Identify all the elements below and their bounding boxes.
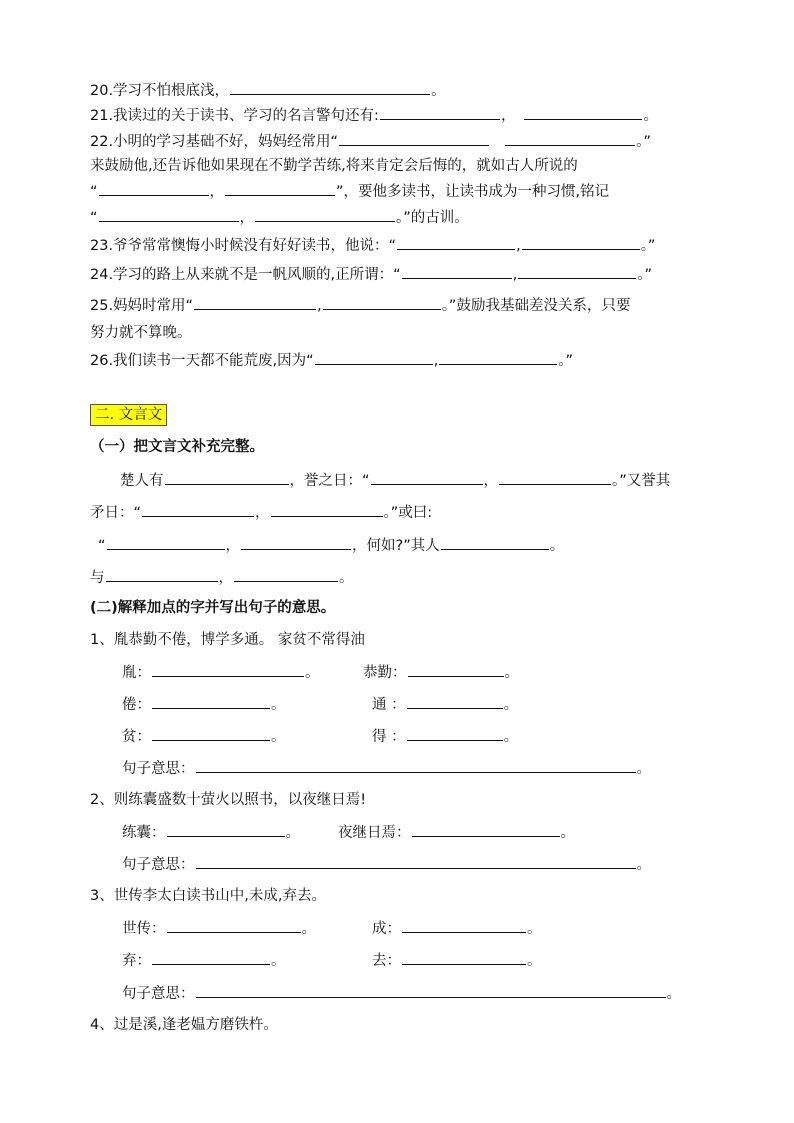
s2-meaning-label: 句子意思： (122, 857, 195, 873)
s2-word-2 (338, 822, 575, 843)
s1-w1-label: 胤： (122, 665, 151, 681)
s3-w4-end: 。 (527, 953, 542, 969)
q22-text-4: 。”的古训。 (396, 210, 469, 226)
s1-w6-blank[interactable] (407, 726, 503, 741)
question-22-line-1 (90, 131, 651, 152)
s1-w3-label: 倦： (122, 697, 151, 713)
s3-w4-blank[interactable] (402, 950, 526, 965)
part1-blank-4[interactable] (142, 502, 254, 517)
s3-w1-label: 世传： (122, 921, 166, 937)
s3-w4-label: 去： (372, 953, 401, 969)
q25-text-2: 努力就不算晚。 (90, 325, 192, 341)
s3-meaning-label: 句子意思： (122, 986, 195, 1002)
q22-open-3: “ (90, 184, 98, 200)
q21-end: 。 (643, 108, 658, 124)
s1-w3-end: 。 (271, 697, 286, 713)
part1-title: （一）把文言文补充完整。 (90, 439, 264, 455)
question-22-line-4 (90, 207, 469, 228)
s3-w3-blank[interactable] (152, 950, 270, 965)
question-26 (90, 350, 573, 371)
s3-w2-end: 。 (527, 921, 542, 937)
s1-word-3 (122, 694, 286, 715)
q25-blank-1[interactable] (194, 295, 316, 310)
q23-end: 。” (640, 238, 656, 254)
q25-text: 25.妈妈时常用“ (90, 298, 194, 314)
part1-l2-post: 。”或曰: (383, 505, 433, 521)
q26-end: 。” (558, 353, 574, 369)
s3-w1-end: 。 (301, 921, 316, 937)
q22-blank-2[interactable] (505, 131, 635, 146)
q24-sep: , (512, 267, 518, 283)
s1-w5-blank[interactable] (152, 726, 270, 741)
s2-meaning-end: 。 (636, 857, 651, 873)
s1-meaning (122, 758, 651, 779)
q22-text-1: 22.小明的学习基础不好，妈妈经常用“ (90, 134, 339, 150)
q23-sep: , (516, 238, 521, 254)
part1-l3-open: “ (98, 538, 106, 554)
s3-w3-label: 弃： (122, 953, 151, 969)
q25-blank-2[interactable] (323, 295, 441, 310)
q25-sep: , (317, 298, 322, 314)
s1-meaning-end: 。 (636, 761, 651, 777)
s1-w1-blank[interactable] (152, 662, 304, 677)
q23-blank-2[interactable] (522, 235, 640, 250)
q22-open-4: “ (90, 210, 98, 226)
part1-blank-6[interactable] (107, 535, 225, 550)
q22-text-2: 来鼓励他,还告诉他如果现在不勤学苦练,将来肯定会后悔的，就如古人所说的 (90, 158, 578, 174)
q22-sep-4: ， (239, 210, 255, 226)
s1-w2-blank[interactable] (408, 662, 504, 677)
s3-w2-label: 成： (372, 921, 401, 937)
s2-meaning-blank[interactable] (196, 854, 636, 869)
part1-l1-post: 。”又誉其 (612, 473, 671, 489)
part1-l4-post: 。 (339, 570, 354, 586)
s2-w2-label: 夜继日焉： (338, 825, 411, 841)
q22-text-3: ”，要他多读书，让读书成为一种习惯,铭记 (336, 184, 610, 200)
q20-blank[interactable] (230, 80, 430, 95)
q22-end-1: 。” (636, 134, 651, 150)
question-22-line-2 (90, 156, 578, 176)
s1-meaning-blank[interactable] (196, 758, 636, 773)
part1-l3-sep: ， (225, 538, 241, 554)
question-25-line-2 (90, 323, 192, 343)
q22-sep-3: ， (209, 184, 225, 200)
q21-blank-2[interactable] (524, 105, 642, 120)
s1-meaning-label: 句子意思： (122, 761, 195, 777)
sentence-1: 1、胤恭勤不倦，博学多通。 家贫不常得油 (90, 632, 365, 648)
q24-blank-1[interactable] (402, 264, 512, 279)
part1-blank-8[interactable] (441, 535, 549, 550)
q24-text: 24.学习的路上从来就不是一帆风顺的,正所谓：“ (90, 267, 401, 283)
q23-text: 23.爷爷常常懊悔小时候没有好好读书，他说：“ (90, 238, 397, 254)
part1-blank-1[interactable] (165, 470, 289, 485)
part1-l2-sep: ， (255, 505, 270, 521)
q20-text: 20.学习不怕根底浅， (90, 83, 230, 99)
question-21 (90, 105, 658, 126)
part1-l3-post: 。 (549, 538, 565, 554)
s3-w1-blank[interactable] (167, 918, 301, 933)
question-24 (90, 264, 652, 285)
part1-blank-2[interactable] (371, 470, 483, 485)
part1-l3-mid: ，何如?”其人 (352, 538, 440, 554)
q22-blank-3[interactable] (99, 181, 209, 196)
s1-word-4 (372, 694, 518, 715)
s1-w5-end: 。 (271, 729, 286, 745)
q22-blank-1[interactable] (339, 131, 489, 146)
section-heading-classical-chinese: 二. 文言文 (90, 404, 167, 426)
question-20 (90, 80, 446, 101)
s3-meaning (122, 983, 681, 1004)
q23-blank-1[interactable] (397, 235, 515, 250)
s3-w3-end: 。 (271, 953, 286, 969)
q21-blank-1[interactable] (380, 105, 500, 120)
part1-l1-mid: ，誉之日：“ (289, 473, 370, 489)
q26-blank-2[interactable] (439, 350, 557, 365)
question-23 (90, 235, 655, 256)
s3-meaning-blank[interactable] (196, 983, 666, 998)
s1-word-6 (372, 726, 518, 747)
q21-text: 21.我读过的关于读书、学习的名言警句还有: (90, 108, 379, 124)
sentence-3: 3、世传李太白读书山中,未成,弃去。 (90, 888, 326, 904)
part1-l1-text: 楚人有 (120, 473, 164, 489)
q25-text-post: 。”鼓励我基础差没关系，只要 (441, 298, 631, 314)
s1-word-5 (122, 726, 286, 747)
s3-word-2 (372, 918, 542, 939)
q22-blank-4[interactable] (225, 181, 335, 196)
s1-word-1 (122, 662, 320, 683)
part2-title: (二)解释加点的字并写出句子的意思。 (90, 600, 336, 616)
q22-blank-6[interactable] (255, 207, 395, 222)
s1-w2-end: 。 (504, 665, 519, 681)
part1-line-2 (90, 502, 432, 523)
s1-w3-blank[interactable] (152, 694, 270, 709)
s3-word-1 (122, 918, 316, 939)
s1-w1-end: 。 (305, 665, 320, 681)
sentence-4: 4、过是溪,逢老媪方磨铁杵。 (90, 1017, 278, 1033)
s3-word-3 (122, 950, 286, 971)
part1-blank-9[interactable] (106, 567, 218, 582)
s1-w4-blank[interactable] (407, 694, 503, 709)
part1-l2-text: 矛日：“ (90, 505, 142, 521)
s2-w2-blank[interactable] (412, 822, 560, 837)
s2-w1-label: 练囊： (122, 825, 166, 841)
q26-sep: , (433, 353, 439, 369)
part1-line-1 (120, 470, 670, 491)
q24-end: 。” (637, 267, 653, 283)
part1-line-4 (90, 567, 354, 588)
s1-w6-label: 得 ： (372, 729, 406, 745)
part1-blank-3[interactable] (499, 470, 611, 485)
part1-l1-sep: ， (483, 473, 499, 489)
s1-word-2 (363, 662, 519, 683)
s1-w4-end: 。 (503, 697, 519, 713)
part1-l4-text: 与 (90, 570, 105, 586)
s2-w2-end: 。 (560, 825, 575, 841)
q20-end: 。 (431, 83, 446, 99)
s2-w1-blank[interactable] (167, 822, 285, 837)
s2-word-1 (122, 822, 300, 843)
s1-w5-label: 贫： (122, 729, 151, 745)
s1-w2-label: 恭勤： (363, 665, 407, 681)
s2-meaning (122, 854, 651, 875)
part1-l4-sep: ， (218, 570, 233, 586)
sentence-2: 2、则练囊盛数十萤火以照书，以夜继日焉! (90, 792, 367, 808)
s1-w4-label: 通 ： (372, 697, 406, 713)
part1-line-3 (98, 535, 564, 556)
q24-blank-2[interactable] (518, 264, 636, 279)
part1-blank-7[interactable] (241, 535, 351, 550)
part1-blank-10[interactable] (234, 567, 338, 582)
part1-blank-5[interactable] (271, 502, 383, 517)
s2-w1-end: 。 (285, 825, 300, 841)
s1-w6-end: 。 (503, 729, 519, 745)
q26-blank-1[interactable] (315, 350, 433, 365)
s3-meaning-end: 。 (666, 986, 681, 1002)
q26-text: 26.我们读书一天都不能荒废,因为“ (90, 353, 314, 369)
question-22-line-3 (90, 181, 609, 202)
q21-sep: ， (500, 108, 516, 124)
q22-blank-5[interactable] (99, 207, 239, 222)
question-25-line-1 (90, 295, 630, 316)
s3-word-4 (372, 950, 542, 971)
s3-w2-blank[interactable] (402, 918, 526, 933)
